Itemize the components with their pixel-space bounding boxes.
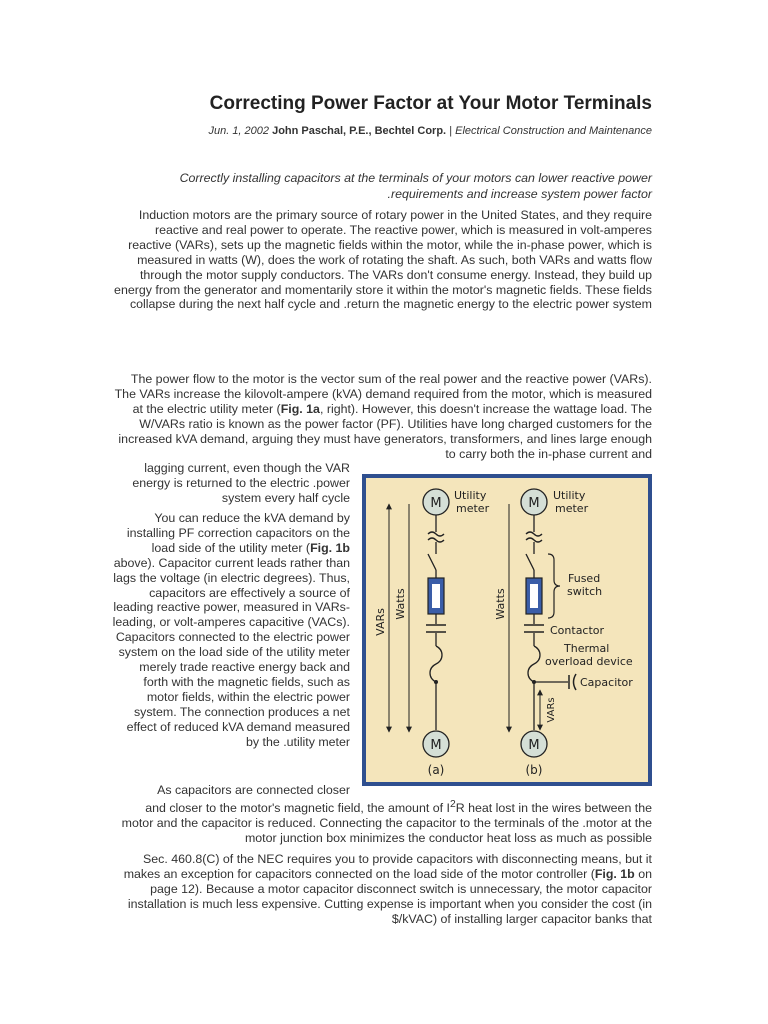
body-paragraph-5 [112,852,652,927]
figure-reference: Fig. 1b [594,866,635,881]
utility-meter-a-symbol: M [430,496,442,511]
utility-meter-b-label-1: Utility [553,489,586,502]
article-publication[interactable]: Electrical Construction and Maintenance [455,125,652,137]
paragraph-text: R heat lost in the wires between the motor and the capacitor is reduced. Connecting the capacitor to the terminals of the .motor at the motor junction box minimizes the conductor heat loss as much as possible [121,801,652,845]
utility-meter-b-symbol: M [528,496,540,511]
body-paragraph-3 [112,511,350,750]
article-title: Correcting Power Factor at Your Motor Terminals [209,93,652,114]
article-byline [110,124,652,138]
body-paragraph-2 [112,372,652,461]
body-paragraph-2-continued: lagging current, even though the VAR energy is returned to the electric .power system every half cycle [132,461,350,505]
circuit-diagram [362,474,652,786]
contactor-label: Contactor [550,624,605,637]
fuse-b-window [530,584,538,608]
vars-label-b: VARs [546,697,557,723]
figure-reference: Fig. 1b [310,540,350,555]
utility-meter-b-label-2: meter [555,502,589,515]
caption-b: (b) [525,763,543,777]
motor-b-symbol: M [528,738,540,753]
utility-meter-a-label-2: meter [456,502,490,515]
fused-switch-label-1: Fused [568,572,601,585]
vars-label-a: VARs [374,608,387,636]
caption-a: (a) [427,763,445,777]
utility-meter-a-label-1: Utility [454,489,487,502]
paragraph-text: and closer to the motor's magnetic field, the amount of I [145,801,450,816]
body-paragraph-4 [112,798,652,846]
paragraph-text: , right). However, this doesn't increase the wattage load. The W/VARs ratio is known as the power factor (PF). Utilities have long charged customers for the increased kVA demand, arguing they must have generators, transformers, and lines large enough to carry both the in-phase current and [118,401,652,461]
figure-reference: Fig. 1a [280,401,320,416]
body-paragraph-4-start: As capacitors are connected closer [157,783,350,797]
body-paragraph-1: Induction motors are the primary source of rotary power in the United States, and they require reactive and real power to operate. The reactive power, which is measured in volt-amperes reactive (VARs), sets up the magnetic fields within the motor, while the in-phase power, which is measured in watts (W), does the work of rotating the shaft. As such, both VARs and watts flow through the motor supply conductors. The VARs don't consume energy. Instead, they build up energy from the generator and momentarily store it within the motor's magnetic fields. These fields collapse during the next half cycle and .return the magnetic energy to the electric power system [114,208,652,312]
figure-1-diagram [362,474,652,786]
watts-label-a: Watts [394,588,407,620]
thermal-overload-label-2: overload device [545,655,633,668]
thermal-overload-label-1: Thermal [564,642,610,655]
motor-a-symbol: M [430,738,442,753]
paragraph-text: above). Capacitor current leads rather than lags the voltage (in electric degrees). Thus, capacitors are effectively a source of leading reactive power, measured in VARs-leading, or volt-amperes capacitive (VACs). Capacitors connected to the electric power system on the load side of the utility meter merely trade reactive energy back and forth with the magnetic fields, such as motor fields, within the electric power system. The connection produces a net effect of reduced kVA demand measured by the .utility meter [112,555,350,749]
article-date: Jun. 1, 2002 [208,125,270,137]
figure-frame [364,476,650,784]
fuse-a-window [432,584,440,608]
superscript: 2 [449,799,456,810]
byline-separator: | [449,125,453,137]
paragraph-text: on page 12). Because a motor capacitor disconnect switch is unnecessary, the motor capacitor installation is much less expensive. Cutting expense is important when you consider the cost (in $/kVAC) of installing larger capacitor banks that [127,866,652,926]
article-author[interactable]: John Paschal, P.E., Bechtel Corp. [272,125,447,137]
watts-label-b: Watts [494,588,507,620]
paragraph-text: Sec. 460.8(C) of the NEC requires you to provide capacitors with disconnecting means, but it makes an exception for capacitors connected on the load side of the motor controller ( [123,852,652,881]
paragraph-text: You can reduce the kVA demand by installing PF correction capacitors on the load side of the utility meter ( [126,511,350,555]
paragraph-text: The power flow to the motor is the vector sum of the real power and the reactive power (VARs). The VARs increase the kilovolt-ampere (kVA) demand required from the motor, which is measured at the electric utility meter ( [114,372,652,416]
fused-switch-label-2: switch [567,585,603,598]
article-deck: Correctly installing capacitors at the terminals of your motors can lower reactive power .requirements and increase system power factor [179,171,652,201]
capacitor-label: Capacitor [580,676,633,689]
